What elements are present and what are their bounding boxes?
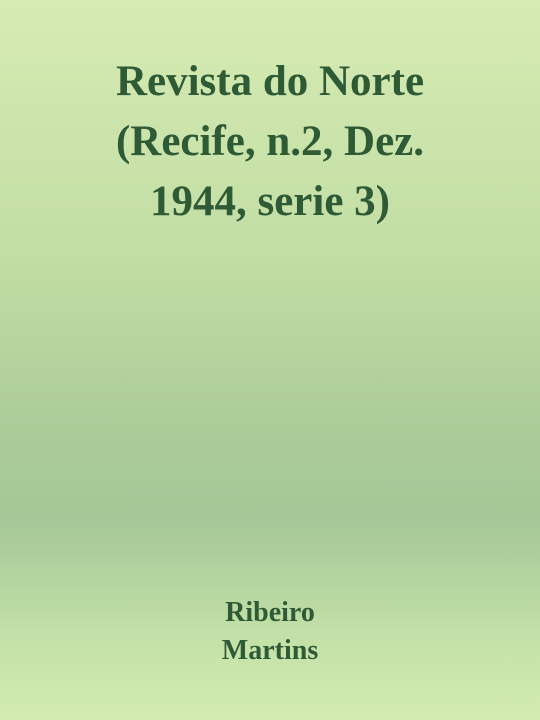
title-line: (Recife, n.2, Dez. — [115, 118, 425, 165]
title-line: Revista do Norte — [115, 58, 425, 105]
book-author — [0, 594, 540, 670]
title-line: 1944, serie 3) — [149, 178, 390, 225]
book-title — [0, 52, 540, 232]
author-last-name: Martins — [221, 635, 319, 666]
author-first-name: Ribeiro — [225, 597, 315, 628]
